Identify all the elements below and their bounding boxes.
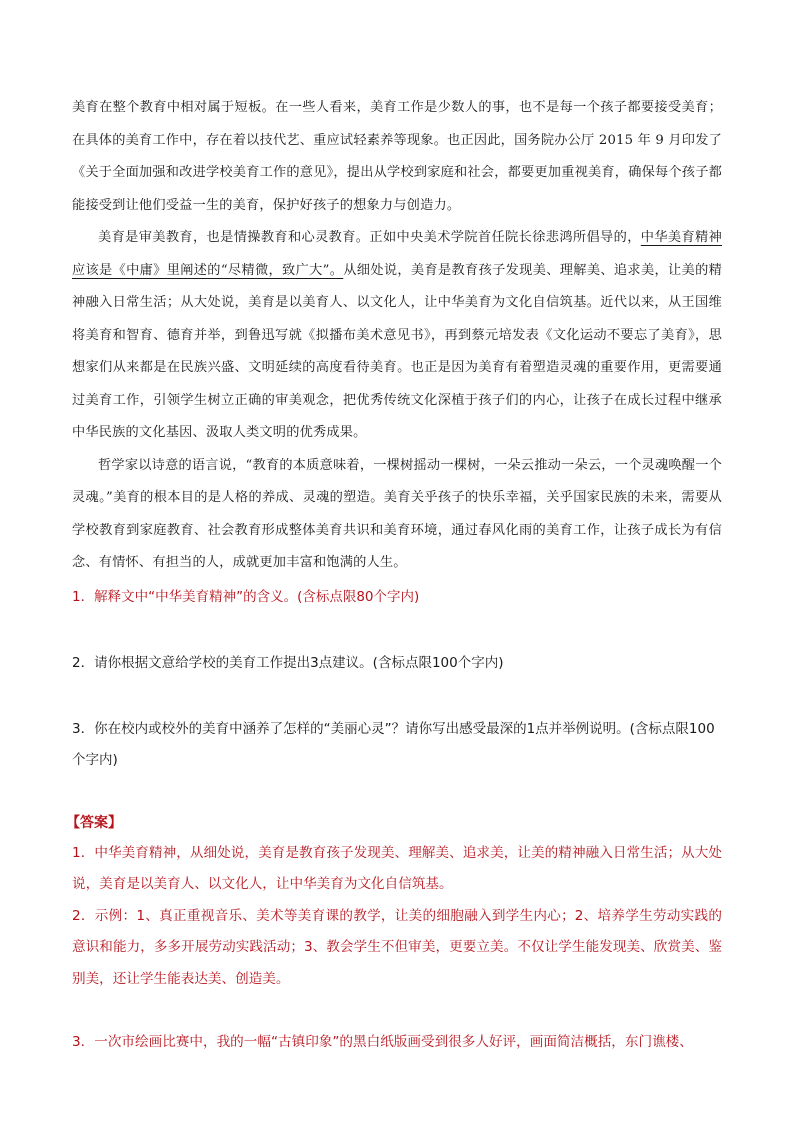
underlined-phrase: 中华美育精神应该是《中庸》里阐述的“尽精微，致广大”。 [72,230,722,278]
question-2: 2．请你根据文意给学校的美育工作提出3点建议。(含标点限100个字内) [72,654,504,671]
answer-3: 3．一次市绘画比赛中，我的一幅“古镇印象”的黑白纸版画受到很多人好评，画面简洁概括，东门谯楼、 [72,1034,693,1050]
paragraph-2-lead: 美育是审美教育，也是情操教育和心灵教育。正如中央美术学院首任院长徐悲鸿所倡导的， [98,230,641,245]
paragraph-2-body: 从细处说，美育是教育孩子发现美、理解美、追求美，让美的精神融入日常生活；从大处说，美育是以美育人、以文化人，让中华美育为文化自信筑基。近代以来，从王国维将美育和智育、德育并举，到鲁迅写就《拟播布美术意见书》，再到蔡元培发表《文化运动不要忘了美育》，思想家们从来都是在民族兴盛、文明延续的高度看待美育。也正是因为美育有着塑造灵魂的重要作用，更需要通过美育工作，引领学生树立正确的审美观念，把优秀传统文化深植于孩子们的内心，让孩子在成长过程中继承中华民族的文化基因、汲取人类文明的优秀成果。 [72,262,722,440]
question-1: 1．解释文中“中华美育精神”的含义。(含标点限80个字内) [72,588,420,605]
article-paragraph-1: 美育在整个教育中相对属于短板。在一些人看来，美育工作是少数人的事，也不是每一个孩子都要接受美育；在具体的美育工作中，存在着以技代艺、重应试轻素养等现象。也正因此，国务院办公厅 2015 年 9 月印发了《关于全面加强和改进学校美育工作的意见》，提出从学校到家庭和社会，都要更加重视美育，确保每个孩子都能接受到让他们受益一生的美育，保护好孩子的想象力与创造力。 [72,100,722,213]
article-paragraph-3: 哲学家以诗意的语言说，“教育的本质意味着，一棵树摇动一棵树，一朵云推动一朵云，一个灵魂唤醒一个灵魂。”美育的根本目的是人格的养成、灵魂的塑造。美育关乎孩子的快乐幸福，关乎国家民族的未来，需要从学校教育到家庭教育、社会教育形成整体美育共识和美育环境，通过春风化雨的美育工作，让孩子成长为有信念、有情怀、有担当的人，成就更加丰富和饱满的人生。 [72,457,722,570]
answer-1: 1．中华美育精神，从细处说，美育是教育孩子发现美、理解美、追求美，让美的精神融入日常生活；从大处说，美育是以美育人、以文化人，让中华美育为文化自信筑基。 [72,844,722,892]
answer-2: 2．示例：1、真正重视音乐、美术等美育课的教学，让美的细胞融入到学生内心；2、培养学生劳动实践的意识和能力，多多开展劳动实践活动；3、教会学生不但审美，更要立美。不仅让学生能发现美、欣赏美、鉴别美，还让学生能表达美、创造美。 [72,907,722,987]
answer-heading: 【答案】 [66,814,122,831]
document-page [66,92,722,1059]
question-3: 3．你在校内或校外的美育中涵养了怎样的“美丽心灵”？请你写出感受最深的1点并举例说明。(含标点限100个字内) [72,720,715,768]
article-paragraph-2 [72,222,722,450]
